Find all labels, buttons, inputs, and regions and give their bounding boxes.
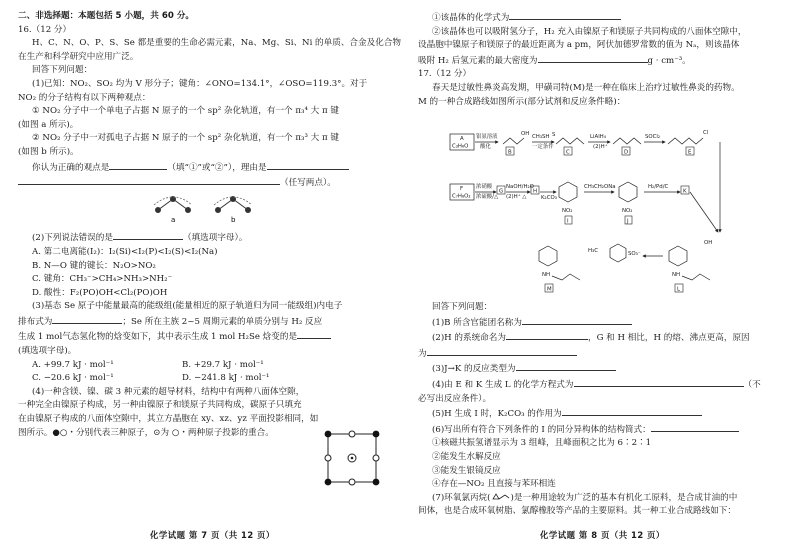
section-heading: 二、非选择题：本题包括 5 小题，共 60 分。 [18,11,195,21]
q16-intro-line1: H、C、N、O、P、S、Se 都是重要的生命必需元素，Na、Mg、Si、Ni 的单质、合金及化合物 [32,38,401,49]
reagent-fg: 浓硝酸 [476,184,493,190]
compound-a-label: A [460,136,464,142]
structure-b-oh: OH [521,131,530,137]
answer-blank[interactable] [109,160,167,170]
figure-b-label: b [231,215,236,224]
r4b-text: g · cm⁻³。 [647,55,691,66]
part3-text2b: ；Se 所在主族 2~5 周期元素的单质分别与 H₂ 反应 [122,316,323,327]
answer-blank[interactable] [538,53,648,63]
condition-1: ①核磁共振氢谱显示为 3 组峰，且峰面积之比为 6∶2∶1 [432,438,652,449]
part3-line1: (3)基态 Se 原子中能量最高的能级组(能量相近的原子轨道归为同一能级组)内电子 [32,301,343,312]
part2-option-a: A. 第二电离能(I₂)：I₂(Si)<I₂(P)<I₂(S)<I₂(Na) [32,246,218,257]
reagent-cd: LiAlH₄ [590,134,606,140]
view1-line2: (如图 a 所示)。 [18,119,79,130]
q17-part3 [418,361,796,377]
part2-option-b: B. N—O 键的键长：N₂O>NO₂ [32,260,156,271]
compound-l-label: L [677,286,681,293]
compound-j-label: J [627,218,629,225]
compound-b-label: B [508,149,512,156]
q17-part5-text: (5)H 生成 I 时，K₂CO₃ 的作用为 [432,409,562,420]
reagent-de: SOCl₂ [645,134,661,140]
reagent-ab-2: 酸化 [480,144,491,150]
part3-option-d: D. −241.8 kJ · mol⁻¹ [182,373,270,384]
part3-option-a: A. +99.7 kJ · mol⁻¹ [32,359,114,370]
part3-text2: 排布式为 [18,316,53,327]
page-footer-left: 化学试题 第 7 页（共 12 页） [150,530,275,540]
answer-blank[interactable] [267,160,349,170]
answer-blank[interactable] [52,314,122,324]
reagent-ab: 银氨溶液 [476,134,498,140]
answer-blank[interactable] [427,346,577,356]
part3-options-row1 [18,359,396,373]
answer-blank[interactable] [522,315,632,325]
answer-blank[interactable] [113,230,183,240]
part4-line3: 在由镍原子构成的八面体空隙中，其立方晶胞在 xy、xz、yz 平面投影相同，如 [18,414,319,425]
part4-line2: 一种完全由镍原子构成，另一种由镍原子和镁原子共同构成，碳原子只填充 [18,400,302,411]
structure-m-nh: NH [542,272,551,278]
answer-blank[interactable] [506,330,588,340]
q17-intro-line1: 春天是过敏性鼻炎高发期，甲磺司特(M)是一种在临床上治疗过敏性鼻炎的药物。 [432,82,740,93]
part3-option-c: C. −20.6 kJ · mol⁻¹ [32,373,114,384]
r-line3: 设晶胞中镍原子和镁原子的最近距离为 a pm，阿伏加德罗常数的值为 Nₐ，则该晶体 [418,40,740,51]
reagent-bc-2: 一定条件 [532,144,554,150]
right-column [418,10,796,109]
r-line1 [418,10,796,26]
left-column [18,10,401,440]
part2-option-d: D. 酸性：F₂(PO)OH<Cl₂(PO)OH [32,287,168,298]
reagent-gh-2: (2)H⁺ △ [506,194,527,200]
right-column-questions [418,301,796,519]
q16-heading: 16.（12 分） [18,24,72,35]
q17-part7-textb: )是一种用途较为广泛的基本有机化工原料，是合成甘油的中 [510,492,738,503]
q17-part2-line2 [418,346,796,362]
answer-prompt: 回答下列问题： [32,65,93,76]
think-line1 [18,160,396,176]
q17-heading: 17.（12 分） [418,69,472,80]
compound-d-label: D [624,149,629,156]
answer-blank[interactable] [562,406,702,416]
part4-line4: 图所示。●○・分别代表三种原子，⊙为 ○・两种原子投影的重合。 [18,427,274,438]
q17-part4-textb: （不 [743,379,761,390]
q17-part2-textc: 为 [418,348,427,359]
compound-h-label: H [533,188,538,195]
part3-text3: 生成 1 mol气态氢化物的焓变如下，其中表示生成 1 mol H₂Se 焓变的是 [18,332,298,343]
q17-part6 [418,422,796,438]
part1-line1: (1)已知：NO₂、SO₂ 均为 V 形分子；键角：∠ONO=134.1°，∠OSO=119.3°。对于 [32,78,368,89]
compound-g-label: G [499,188,504,195]
q17-intro-line2: M 的一种合成路线如图所示(部分试剂和反应条件略)： [418,96,626,107]
reagent-hi: K₂CO₃ [541,195,557,201]
part3-line4: (填选项字母)。 [18,346,77,357]
q17-part2-textb: ，G 和 H 相比，H 的熔、沸点更高，原因 [587,333,750,344]
q17-part3-text: (3)J→K 的反应类型为 [432,364,516,375]
q17-part7-line2: 间体，也是合成环氧树脂、氯醇橡胶等产品的主要原料。其一种工业合成路线如下： [418,506,736,517]
q17-part4-line1 [418,377,796,393]
unit-cell-projection [322,428,384,490]
reagent-fg-2: 浓硫酸/△ [476,194,499,200]
part2-option-c: C. 键角：CH₃⁻>CH₄>NH₃>NH₂⁻ [32,274,173,285]
figure-b [214,196,252,224]
figure-a [154,196,192,224]
compound-m-label: M [547,286,552,293]
reagent-ij: CH₃CH₂ONa [584,184,616,190]
q17-part1-text: (1)B 所含官能团名称为 [432,317,522,328]
condition-2: ②能发生水解反应 [432,451,501,462]
q17-part7-line1 [418,492,796,506]
page-footer-right: 化学试题 第 8 页（共 12 页） [540,530,665,540]
answer-blank[interactable] [651,422,739,432]
part2-text: (2)下列说法错误的是 [32,233,113,244]
part1-line2: NO₂ 的分子结构有以下两种观点： [18,92,151,103]
part3-options-row2 [18,372,396,386]
compound-k-label: K [683,188,687,195]
synthesis-scheme [448,124,748,300]
view2-line2: (如图 b 所示)。 [18,146,79,157]
answer-blank[interactable] [509,10,621,20]
part4-line1: (4)一种含镁、镍、碳 3 种元素的超导材料，结构中有两种八面体空隙， [32,386,305,397]
q17-part1 [418,315,796,331]
structure-l-nh: NH [672,272,681,278]
reagent-jk: H₂/Pd/C [648,184,669,190]
compound-a-formula: C₃H₆O [452,143,469,150]
part3-option-b: B. +29.7 kJ · mol⁻¹ [182,359,264,370]
think-text1: 你认为正确的观点是 [32,162,110,173]
reagent-cd-2: (2)H⁺ [593,144,608,150]
q17-part2-line1 [418,330,796,346]
q16-intro-line2: 在生产和科学研究中应用广泛。 [18,51,139,62]
r-line4 [418,53,796,69]
part2-stem [18,230,396,246]
r-line2: ②该晶体也可以吸附氢分子，H₂ 充入由镍原子和镁原子共同构成的八面体空隙中， [432,26,747,37]
r1-text: ①该晶体的化学式为 [432,13,510,23]
r4a-text: 吸附 H₂ 后氢元素的最大密度为 [418,55,538,66]
structure-m-so3: SO₃⁻ [628,251,641,257]
compound-f-label: F [460,186,464,192]
view2-line1: ② NO₂ 分子中一对孤电子占据 N 原子的一个 sp² 杂化轨道，有一个 π₃³ 大 π 键 [32,133,339,144]
part3-line3 [18,329,396,345]
condition-3: ③能发生银镜反应 [432,465,501,476]
structure-j-no2: NO₂ [622,208,633,214]
answer-blank[interactable] [18,175,280,185]
q17-prompt: 回答下列问题： [432,302,493,312]
compound-f-formula: C₇H₈O₂ [452,193,471,200]
compound-e-label: E [688,149,692,156]
epichlorohydrin-icon [491,492,511,502]
q17-part5 [418,406,796,422]
compound-c-label: C [566,149,570,156]
structure-l-oh: OH [704,240,713,246]
structure-i-no2: NO₂ [562,208,573,214]
structure-e-cl: Cl [703,130,709,136]
q17-part4-text: (4)由 E 和 K 生成 L 的化学方程式为 [432,379,574,390]
reagent-bc: CH₃SH [532,134,550,140]
view1-line1: ① NO₂ 分子中一个单电子占据 N 原子的一个 sp² 杂化轨道，有一个 π₃⁴ 大 π 键 [32,106,339,117]
q17-part6-text: (6)写出所有符合下列条件的 I 的同分异构体的结构简式： [432,424,651,435]
structure-m-ch3: H₃C [588,248,598,254]
reagent-gh: NaOH/H₂O [506,184,534,190]
answer-blank[interactable] [574,377,744,387]
answer-blank[interactable] [297,329,331,339]
figure-a-label: a [171,215,176,224]
part2-fill: （填选项字母）。 [182,233,248,244]
think-text3: （任写两点）。 [280,178,336,189]
no2-structure-figures [18,191,396,225]
think-line2 [18,175,396,191]
think-text2: （填“①”或“②”），理由是 [167,162,267,173]
answer-blank[interactable] [516,361,616,371]
condition-4: ④存在—NO₂ 且直接与苯环相连 [432,479,556,490]
q17-part4-line2: 必写出反应条件）。 [418,393,492,404]
q17-part7-texta: (7)环氧氯丙烷( [432,492,491,503]
structure-c-s: S [552,132,556,138]
q17-part2-text: (2)H 的系统命名为 [432,333,506,344]
compound-i-label: I [567,218,569,225]
part3-line2 [18,314,396,330]
